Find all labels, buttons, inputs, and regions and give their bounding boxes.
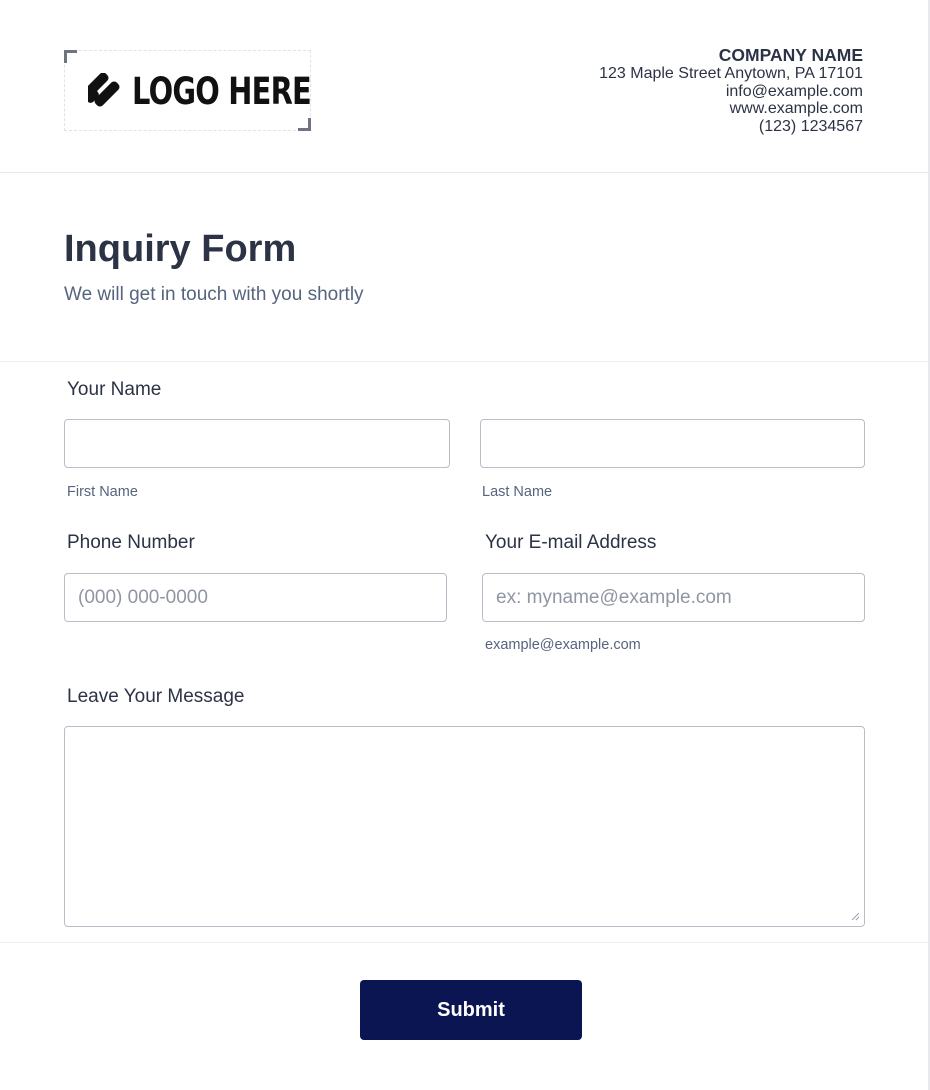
message-textarea[interactable]: [64, 726, 865, 927]
first-name-input[interactable]: [64, 419, 450, 468]
company-address: 123 Maple Street Anytown, PA 17101: [599, 65, 863, 82]
logo-text: LOGO HERE: [132, 70, 311, 113]
logo-corner-top-left: [64, 50, 77, 63]
company-email: info@example.com: [725, 82, 863, 100]
company-phone: (123) 1234567: [758, 117, 863, 135]
phone-input[interactable]: [64, 573, 447, 622]
company-name: COMPANY NAME: [718, 45, 863, 65]
name-label: Your Name: [67, 379, 162, 400]
first-name-sublabel: First Name: [67, 484, 138, 500]
logo-corner-bottom-right: [298, 118, 311, 131]
logo-mark-icon: [88, 73, 122, 109]
logo: [64, 50, 311, 131]
email-input[interactable]: [482, 573, 865, 622]
message-label: Leave Your Message: [67, 686, 245, 707]
last-name-sublabel: Last Name: [482, 484, 553, 500]
submit-button[interactable]: Submit: [360, 980, 582, 1040]
page-title: Inquiry Form: [64, 228, 297, 270]
form-header: [0, 0, 928, 173]
company-website: www.example.com: [729, 100, 863, 117]
page-subtitle: We will get in touch with you shortly: [64, 284, 364, 305]
title-section: [0, 174, 928, 362]
last-name-input[interactable]: [480, 419, 865, 468]
textarea-resize-icon[interactable]: [850, 911, 860, 921]
email-label: Your E-mail Address: [485, 532, 657, 553]
email-sublabel: example@example.com: [485, 637, 641, 653]
company-info: [599, 45, 863, 135]
footer-divider: [0, 942, 928, 943]
phone-label: Phone Number: [67, 532, 195, 553]
